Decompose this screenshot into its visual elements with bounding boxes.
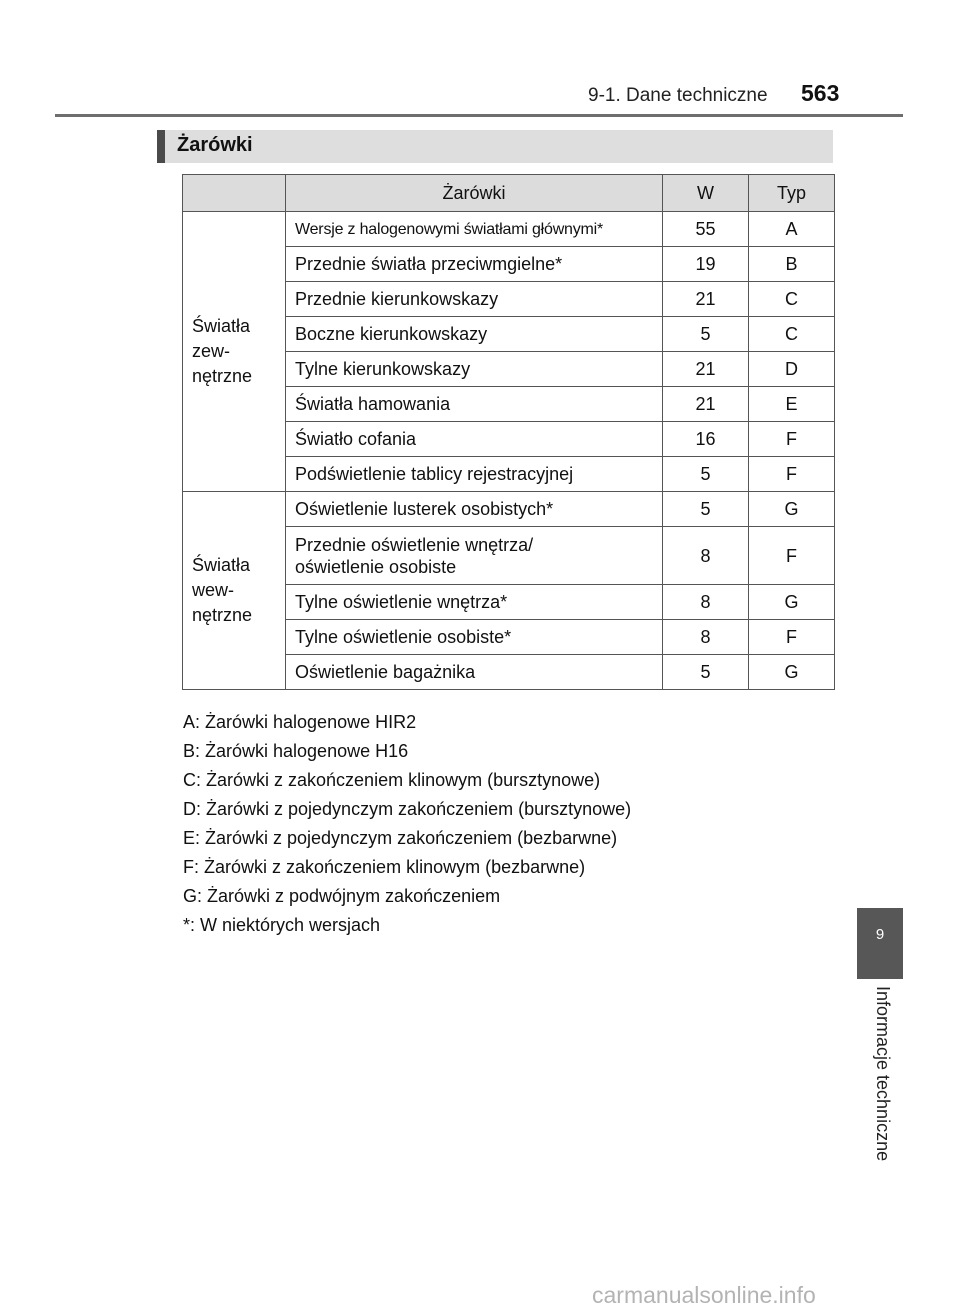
bulb-type: F — [749, 620, 835, 655]
group-label: Światła wew- nętrzne — [192, 555, 253, 625]
chapter-label: Informacje techniczne — [873, 986, 893, 1162]
bulb-watts: 5 — [663, 655, 749, 690]
bulb-watts: 21 — [663, 282, 749, 317]
bulb-name: Podświetlenie tablicy rejestracyjnej — [286, 457, 663, 492]
header-cell-watts: W — [663, 175, 749, 212]
bulb-name: Przednie oświetlenie wnętrza/ oświetlenie osobiste — [295, 534, 534, 577]
table-row — [183, 492, 835, 527]
bulb-name: Tylne kierunkowskazy — [286, 352, 663, 387]
bulb-type-legend — [183, 708, 631, 940]
bulb-watts: 8 — [663, 620, 749, 655]
header-section-title: 9-1. Dane techniczne — [588, 85, 768, 106]
bulb-type: C — [749, 282, 835, 317]
bulb-table — [182, 174, 835, 690]
bulb-type: G — [749, 655, 835, 690]
chapter-number: 9 — [875, 926, 885, 943]
bulb-name: Boczne kierunkowskazy — [286, 317, 663, 352]
table-header-row — [183, 175, 835, 212]
bulb-name: Oświetlenie lusterek osobistych* — [286, 492, 663, 527]
bulb-watts: 8 — [663, 527, 749, 585]
bulb-watts: 5 — [663, 457, 749, 492]
header-cell-type: Typ — [749, 175, 835, 212]
bulb-type: F — [749, 457, 835, 492]
bulb-type: A — [749, 212, 835, 247]
bulb-type: D — [749, 352, 835, 387]
bulb-type: F — [749, 527, 835, 585]
bulb-name: Światło cofania — [286, 422, 663, 457]
bulb-name: Przednie kierunkowskazy — [286, 282, 663, 317]
legend-item: D: Żarówki z pojedynczym zakończeniem (bursztynowe) — [183, 799, 632, 819]
header-cell-bulbs: Żarówki — [286, 175, 663, 212]
bulb-type: E — [749, 387, 835, 422]
bulb-name: Światła hamowania — [286, 387, 663, 422]
bulb-name-cell — [286, 527, 663, 585]
table-row — [183, 212, 835, 247]
legend-item: E: Żarówki z pojedynczym zakończeniem (bezbarwne) — [183, 828, 618, 848]
bulb-name: Tylne oświetlenie wnętrza* — [286, 585, 663, 620]
header-page-number: 563 — [801, 80, 840, 106]
bulb-type: G — [749, 585, 835, 620]
title-accent-bar — [157, 130, 165, 163]
bulb-watts: 5 — [663, 317, 749, 352]
bulb-type: G — [749, 492, 835, 527]
chapter-tab[interactable] — [857, 908, 903, 979]
bulb-watts: 8 — [663, 585, 749, 620]
section-title: Żarówki — [177, 134, 253, 156]
legend-item: C: Żarówki z zakończeniem klinowym (bursztynowe) — [183, 770, 601, 790]
group-cell-exterior — [183, 212, 286, 492]
header-cell-group — [183, 175, 286, 212]
bulb-watts: 55 — [663, 212, 749, 247]
bulb-watts: 21 — [663, 352, 749, 387]
legend-item: A: Żarówki halogenowe HIR2 — [183, 712, 417, 732]
group-cell-interior — [183, 492, 286, 690]
watermark: carmanualsonline.info — [592, 1282, 816, 1308]
legend-item: G: Żarówki z podwójnym zakończeniem — [183, 886, 501, 906]
bulb-name-cell — [286, 212, 663, 247]
section-title-bar — [157, 130, 833, 163]
bulb-watts: 21 — [663, 387, 749, 422]
bulb-watts: 5 — [663, 492, 749, 527]
bulb-watts: 16 — [663, 422, 749, 457]
bulb-name: Oświetlenie bagażnika — [286, 655, 663, 690]
bulb-watts: 19 — [663, 247, 749, 282]
bulb-name: Przednie światła przeciwmgielne* — [286, 247, 663, 282]
bulb-name: Wersje z halogenowymi światłami głównymi* — [295, 221, 604, 238]
group-label: Światła zew- nętrzne — [192, 316, 253, 386]
bulb-type: F — [749, 422, 835, 457]
bulb-name: Tylne oświetlenie osobiste* — [286, 620, 663, 655]
bulb-type: C — [749, 317, 835, 352]
header-divider — [55, 114, 903, 117]
legend-footnote: *: W niektórych wersjach — [183, 915, 381, 935]
legend-item: F: Żarówki z zakończeniem klinowym (bezbarwne) — [183, 857, 586, 877]
legend-item: B: Żarówki halogenowe H16 — [183, 741, 409, 761]
bulb-type: B — [749, 247, 835, 282]
